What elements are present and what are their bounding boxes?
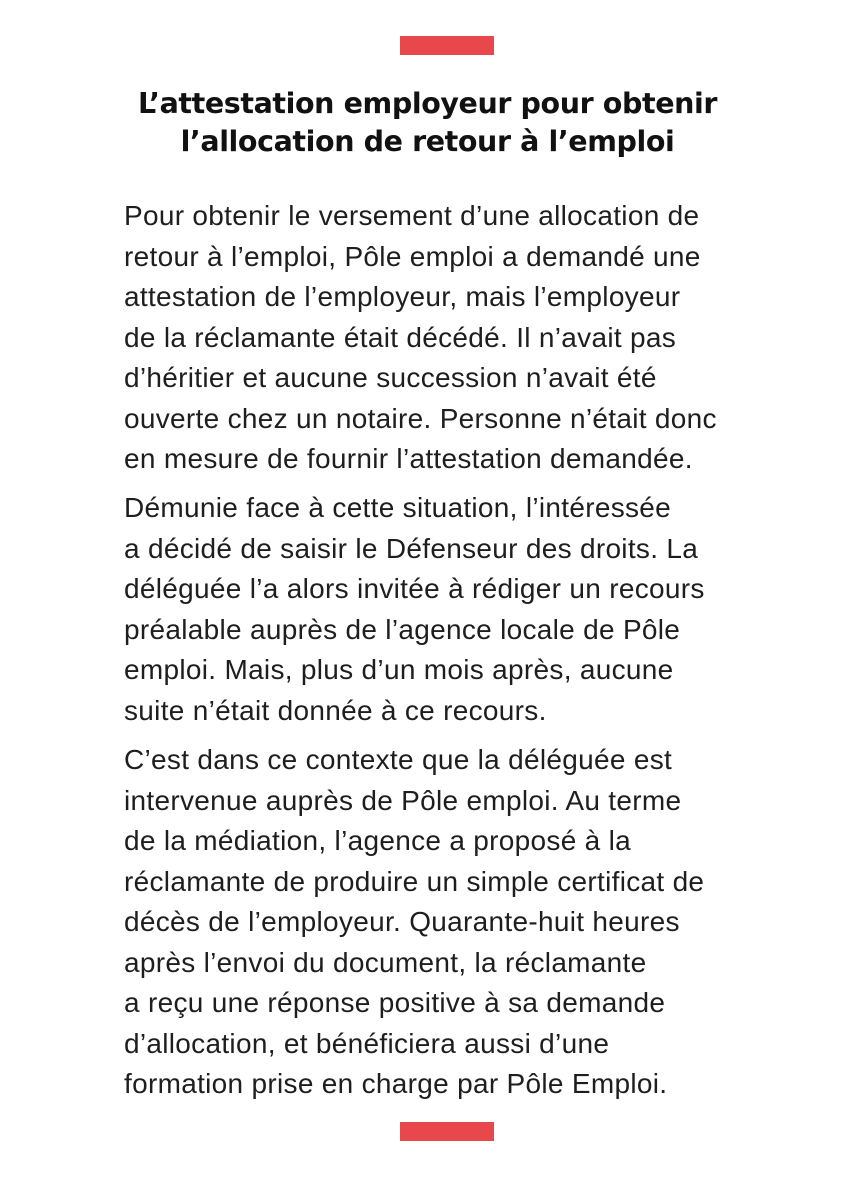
text-line: a décidé de saisir le Défenseur des droits. La xyxy=(124,532,699,564)
article-title xyxy=(60,85,795,161)
text-line: déléguée l’a alors invitée à rédiger un recours xyxy=(124,573,705,604)
text-line: décès de l’employeur. Quarante-huit heures xyxy=(124,906,680,937)
text-line: réclamante de produire un simple certificat de xyxy=(124,865,705,897)
text-line: suite n’était donnée à ce recours. xyxy=(124,694,547,726)
text-line: de la réclamante était décédé. Il n’avait pas xyxy=(124,321,677,353)
text-line: préalable auprès de l’agence locale de Pôle xyxy=(124,613,681,645)
top-accent-bar xyxy=(400,36,494,55)
paragraph-1 xyxy=(124,196,824,480)
text-line: formation prise en charge par Pôle Emploi. xyxy=(124,1068,668,1099)
text-line: ouverte chez un notaire. Personne n’était donc xyxy=(124,402,717,434)
text-line: a reçu une réponse positive à sa demande xyxy=(124,987,666,1018)
text-line: Pour obtenir le versement d’une allocation de xyxy=(124,200,700,231)
title-line: L’attestation employeur pour obtenir xyxy=(137,87,718,120)
paragraph-3 xyxy=(124,740,824,1105)
text-line: d’allocation, et bénéficiera aussi d’une xyxy=(124,1027,610,1059)
text-line: Démunie face à cette situation, l’intéressée xyxy=(124,492,672,523)
text-line: d’héritier et aucune succession n’avait été xyxy=(124,362,657,393)
text-line: attestation de l’employeur, mais l’employeur xyxy=(124,281,681,312)
paragraph-2 xyxy=(124,488,824,731)
text-line: emploi. Mais, plus d’un mois après, aucune xyxy=(124,654,674,685)
text-line: C’est dans ce contexte que la déléguée est xyxy=(124,744,673,775)
title-line: l’allocation de retour à l’emploi xyxy=(180,125,675,158)
text-line: de la médiation, l’agence a proposé à la xyxy=(124,825,632,856)
text-line: retour à l’emploi, Pôle emploi a demandé une xyxy=(124,240,701,272)
text-line: après l’envoi du document, la réclamante xyxy=(124,946,647,978)
text-line: intervenue auprès de Pôle emploi. Au terme xyxy=(124,784,682,816)
bottom-accent-bar xyxy=(400,1122,494,1141)
text-line: en mesure de fournir l’attestation demandée. xyxy=(124,443,693,474)
